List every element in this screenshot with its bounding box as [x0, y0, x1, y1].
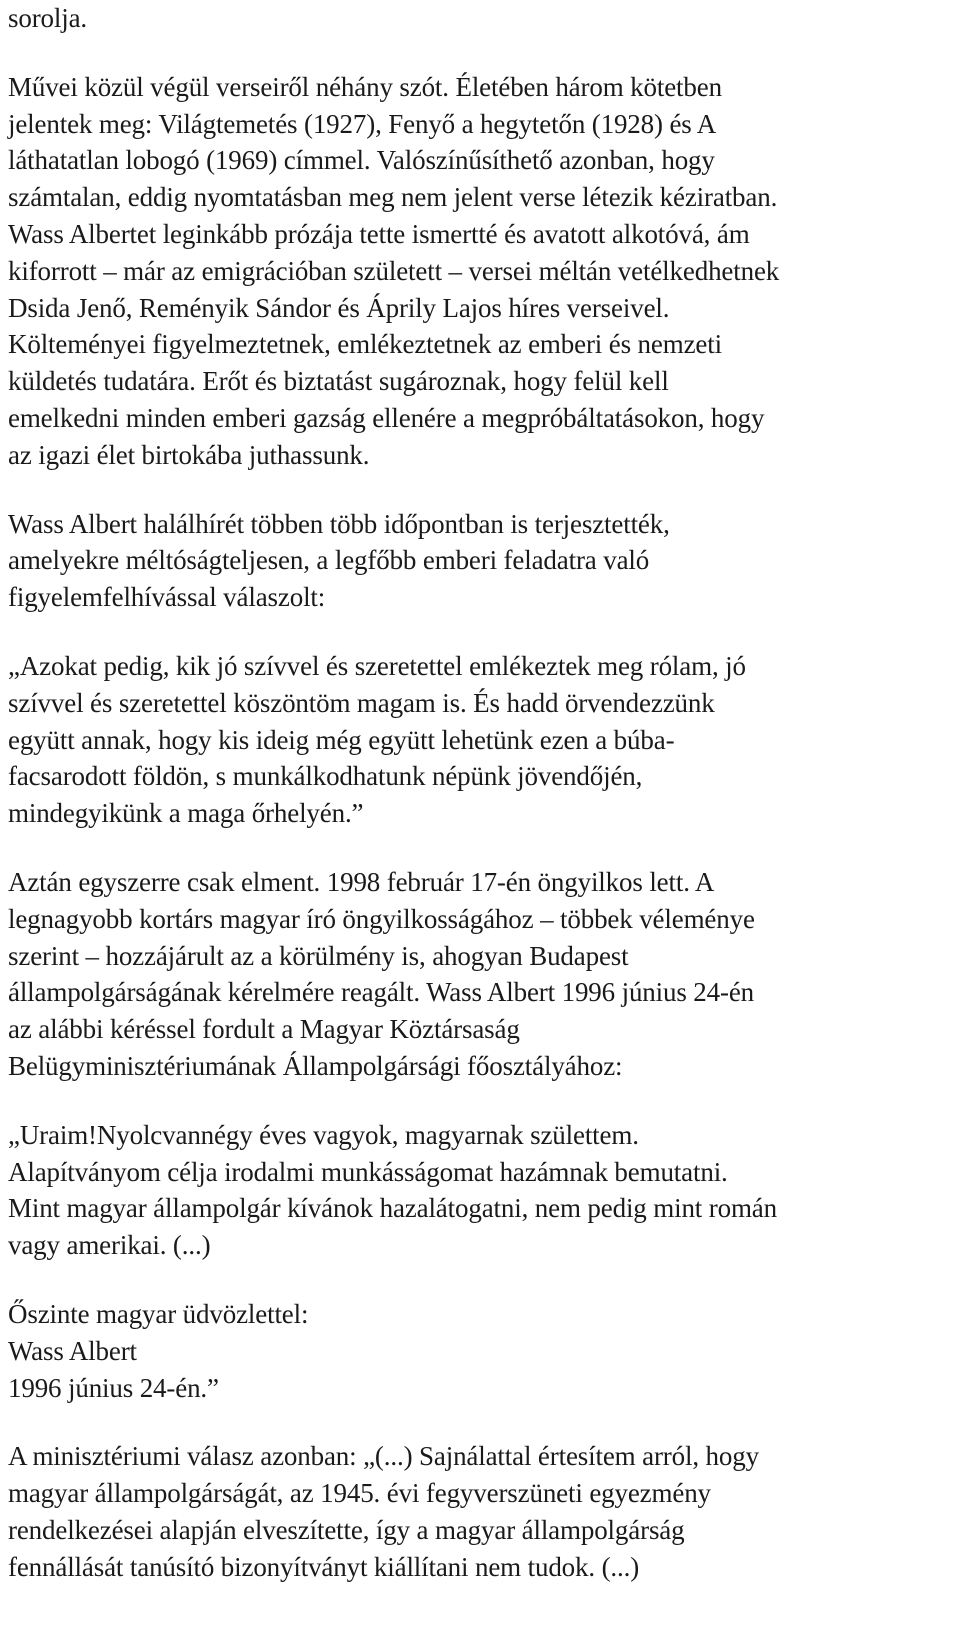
- text-line: emelkedni minden emberi gazság ellenére a megpróbáltatásokon, hogy: [8, 402, 765, 433]
- text-line: jelentek meg: Világtemetés (1927), Fenyő a hegytetőn (1928) és A: [8, 108, 717, 139]
- text-line: figyelemfelhívással válaszolt:: [8, 582, 326, 613]
- paragraph-poems: [8, 69, 948, 474]
- text-line: Alapítványom célja irodalmi munkásságomat hazámnak bemutatni.: [8, 1156, 728, 1187]
- text-line: Dsida Jenő, Reményik Sándor és Áprily Lajos híres verseivel.: [8, 292, 670, 323]
- text-line: mindegyikünk a maga őrhelyén.”: [8, 798, 364, 829]
- text-line: kiforrott – már az emigrációban született – versei méltán vetélkedhetnek: [8, 255, 780, 286]
- text-line: A minisztériumi válasz azonban: „(...) Sajnálattal értesítem arról, hogy: [8, 1441, 759, 1472]
- text-line: szerint – hozzájárult az a körülmény is, ahogyan Budapest: [8, 940, 629, 971]
- text-line: fennállását tanúsító bizonyítványt kiállítani nem tudok. (...): [8, 1551, 640, 1582]
- quote-letter: [8, 1117, 948, 1264]
- paragraph-gap: [8, 1264, 948, 1296]
- paragraph-gap: [8, 1406, 948, 1438]
- paragraph-fragment: [8, 0, 948, 37]
- quote-greeting: [8, 648, 948, 832]
- text-line: küldetés tudatára. Erőt és biztatást sugároznak, hogy felül kell: [8, 366, 669, 397]
- paragraph-gap: [8, 616, 948, 648]
- text-line: magyar állampolgárságát, az 1945. évi fegyverszüneti egyezmény: [8, 1478, 711, 1509]
- text-line: Wass Albert: [8, 1335, 137, 1366]
- text-line: „Azokat pedig, kik jó szívvel és szeretettel emlékeztek meg rólam, jó: [8, 650, 746, 681]
- document-page: [8, 0, 948, 1585]
- text-line: Wass Albert halálhírét többen több időpontban is terjesztették,: [8, 508, 670, 539]
- text-line: szívvel és szeretettel köszöntöm magam is. És hadd örvendezzünk: [8, 687, 715, 718]
- paragraph-gap: [8, 474, 948, 506]
- text-line: Költeményei figyelmeztetnek, emlékeztetnek az emberi és nemzeti: [8, 329, 722, 360]
- text-line: együtt annak, hogy kis ideig még együtt lehetünk ezen a búba-: [8, 724, 675, 755]
- text-line: Belügyminisztériumának Állampolgársági főosztályához:: [8, 1050, 623, 1081]
- text-line: vagy amerikai. (...): [8, 1230, 211, 1261]
- paragraph-gap: [8, 37, 948, 69]
- paragraph-ministry-reply: [8, 1438, 948, 1585]
- text-line: számtalan, eddig nyomtatásban meg nem jelent verse létezik kéziratban.: [8, 182, 778, 213]
- text-line: Wass Albertet leginkább prózája tette ismertté és avatott alkotóvá, ám: [8, 218, 750, 249]
- paragraph-death-rumors: [8, 506, 948, 616]
- paragraph-death: [8, 864, 948, 1085]
- text-line: az alábbi kéréssel fordult a Magyar Köztársaság: [8, 1014, 520, 1045]
- text-line: állampolgárságának kérelmére reagált. Wass Albert 1996 június 24-én: [8, 977, 755, 1008]
- text-line: „Uraim!Nyolcvannégy éves vagyok, magyarnak születtem.: [8, 1119, 639, 1150]
- paragraph-gap: [8, 1085, 948, 1117]
- text-line: legnagyobb kortárs magyar író öngyilkosságához – többek véleménye: [8, 903, 755, 934]
- text-line: az igazi élet birtokába juthassunk.: [8, 439, 370, 470]
- text-line: amelyekre méltóságteljesen, a legfőbb emberi feladatra való: [8, 545, 650, 576]
- text-line: facsarodott földön, s munkálkodhatunk népünk jövendőjén,: [8, 761, 643, 792]
- text-line: Őszinte magyar üdvözlettel:: [8, 1298, 309, 1329]
- text-line: Aztán egyszerre csak elment. 1998 február 17-én öngyilkos lett. A: [8, 866, 715, 897]
- text-line: láthatatlan lobogó (1969) címmel. Valószínűsíthető azonban, hogy: [8, 145, 715, 176]
- text-line: sorolja.: [8, 3, 88, 33]
- text-line: Művei közül végül verseiről néhány szót. Életében három kötetben: [8, 71, 722, 102]
- paragraph-gap: [8, 832, 948, 864]
- quote-letter-signature: [8, 1296, 948, 1406]
- text-line: rendelkezései alapján elveszítette, így a magyar állampolgárság: [8, 1514, 685, 1545]
- text-line: Mint magyar állampolgár kívánok hazalátogatni, nem pedig mint román: [8, 1193, 777, 1224]
- text-line: 1996 június 24-én.”: [8, 1372, 219, 1403]
